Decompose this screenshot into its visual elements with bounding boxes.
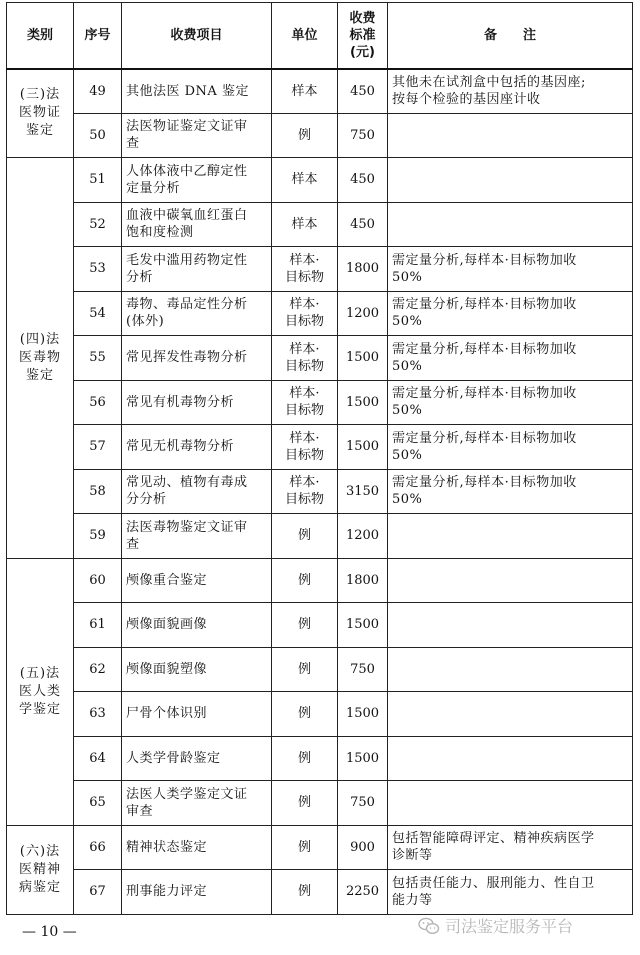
table-row <box>7 558 633 603</box>
item-cell: 毛发中滥用药物定性 分析 <box>122 247 272 292</box>
fee-cell: 3150 <box>338 469 388 514</box>
seq-cell: 58 <box>74 469 122 514</box>
header-note: 备 注 <box>388 3 633 69</box>
seq-cell: 66 <box>74 825 122 870</box>
unit-cell: 样本· 目标物 <box>272 380 338 425</box>
seq-cell: 67 <box>74 870 122 915</box>
table-row <box>7 113 633 158</box>
header-unit: 单位 <box>272 3 338 69</box>
note-cell <box>388 113 633 158</box>
category-cell: (四)法 医毒物 鉴定 <box>7 158 74 559</box>
fee-cell: 1500 <box>338 736 388 781</box>
item-cell: 人体体液中乙醇定性 定量分析 <box>122 158 272 203</box>
unit-cell: 样本· 目标物 <box>272 291 338 336</box>
note-cell <box>388 603 633 648</box>
note-cell: 需定量分析,每样本·目标物加收 50% <box>388 380 633 425</box>
fee-cell: 1800 <box>338 558 388 603</box>
fee-cell: 450 <box>338 158 388 203</box>
fee-cell: 750 <box>338 781 388 826</box>
item-cell: 毒物、毒品定性分析 (体外) <box>122 291 272 336</box>
table-row <box>7 603 633 648</box>
item-cell: 精神状态鉴定 <box>122 825 272 870</box>
seq-cell: 50 <box>74 113 122 158</box>
note-cell <box>388 781 633 826</box>
seq-cell: 55 <box>74 336 122 381</box>
table-row <box>7 69 633 114</box>
seq-cell: 59 <box>74 514 122 559</box>
table-row <box>7 202 633 247</box>
note-cell <box>388 202 633 247</box>
table-row <box>7 291 633 336</box>
item-cell: 血液中碳氧血红蛋白 饱和度检测 <box>122 202 272 247</box>
category-cell: (五)法 医人类 学鉴定 <box>7 558 74 825</box>
fee-cell: 450 <box>338 69 388 114</box>
unit-cell: 例 <box>272 558 338 603</box>
item-cell: 常见挥发性毒物分析 <box>122 336 272 381</box>
note-cell: 需定量分析,每样本·目标物加收 50% <box>388 291 633 336</box>
fee-cell: 1500 <box>338 603 388 648</box>
seq-cell: 52 <box>74 202 122 247</box>
table-row <box>7 870 633 915</box>
table-row <box>7 425 633 470</box>
table-row <box>7 469 633 514</box>
note-cell: 包括责任能力、服刑能力、性自卫 能力等 <box>388 870 633 915</box>
fee-cell: 1500 <box>338 692 388 737</box>
header-category: 类别 <box>7 3 74 69</box>
unit-cell: 例 <box>272 825 338 870</box>
watermark-text: 司法鉴定服务平台 <box>445 917 574 936</box>
table-row <box>7 781 633 826</box>
note-cell <box>388 514 633 559</box>
fee-table <box>6 2 633 915</box>
table-row <box>7 647 633 692</box>
table-row <box>7 380 633 425</box>
seq-cell: 62 <box>74 647 122 692</box>
watermark <box>418 914 573 937</box>
item-cell: 人类学骨龄鉴定 <box>122 736 272 781</box>
fee-cell: 900 <box>338 825 388 870</box>
seq-cell: 56 <box>74 380 122 425</box>
table-row <box>7 336 633 381</box>
item-cell: 常见动、植物有毒成 分分析 <box>122 469 272 514</box>
table-row <box>7 158 633 203</box>
table-row <box>7 825 633 870</box>
seq-cell: 51 <box>74 158 122 203</box>
seq-cell: 61 <box>74 603 122 648</box>
header-seq: 序号 <box>74 3 122 69</box>
fee-cell: 1500 <box>338 425 388 470</box>
seq-cell: 63 <box>74 692 122 737</box>
fee-cell: 450 <box>338 202 388 247</box>
item-cell: 颅像重合鉴定 <box>122 558 272 603</box>
seq-cell: 53 <box>74 247 122 292</box>
item-cell: 其他法医 DNA 鉴定 <box>122 69 272 114</box>
header-row <box>7 3 633 69</box>
unit-cell: 样本· 目标物 <box>272 469 338 514</box>
seq-cell: 54 <box>74 291 122 336</box>
fee-cell: 750 <box>338 647 388 692</box>
note-cell: 需定量分析,每样本·目标物加收 50% <box>388 425 633 470</box>
fee-cell: 1500 <box>338 336 388 381</box>
note-cell <box>388 158 633 203</box>
note-cell <box>388 736 633 781</box>
unit-cell: 例 <box>272 692 338 737</box>
note-cell: 需定量分析,每样本·目标物加收 50% <box>388 469 633 514</box>
unit-cell: 样本 <box>272 69 338 114</box>
unit-cell: 例 <box>272 781 338 826</box>
seq-cell: 57 <box>74 425 122 470</box>
seq-cell: 49 <box>74 69 122 114</box>
unit-cell: 样本· 目标物 <box>272 247 338 292</box>
category-cell: (六)法 医精神 病鉴定 <box>7 825 74 914</box>
table-row <box>7 736 633 781</box>
page-number: — 10 — <box>22 924 77 940</box>
seq-cell: 65 <box>74 781 122 826</box>
note-cell <box>388 692 633 737</box>
unit-cell: 例 <box>272 870 338 915</box>
fee-cell: 750 <box>338 113 388 158</box>
header-fee: 收费 标准 (元) <box>338 3 388 69</box>
item-cell: 尸骨个体识别 <box>122 692 272 737</box>
unit-cell: 样本· 目标物 <box>272 336 338 381</box>
item-cell: 刑事能力评定 <box>122 870 272 915</box>
item-cell: 法医毒物鉴定文证审 查 <box>122 514 272 559</box>
note-cell <box>388 647 633 692</box>
note-cell: 需定量分析,每样本·目标物加收 50% <box>388 336 633 381</box>
unit-cell: 例 <box>272 736 338 781</box>
table-row <box>7 247 633 292</box>
table-row <box>7 514 633 559</box>
category-cell: (三)法 医物证 鉴定 <box>7 69 74 158</box>
fee-cell: 1500 <box>338 380 388 425</box>
fee-cell: 1200 <box>338 514 388 559</box>
unit-cell: 样本 <box>272 158 338 203</box>
unit-cell: 例 <box>272 603 338 648</box>
item-cell: 常见无机毒物分析 <box>122 425 272 470</box>
item-cell: 常见有机毒物分析 <box>122 380 272 425</box>
unit-cell: 例 <box>272 514 338 559</box>
unit-cell: 例 <box>272 647 338 692</box>
fee-cell: 1800 <box>338 247 388 292</box>
fee-cell: 2250 <box>338 870 388 915</box>
item-cell: 颅像面貌画像 <box>122 603 272 648</box>
wechat-icon <box>418 917 440 935</box>
item-cell: 法医物证鉴定文证审 查 <box>122 113 272 158</box>
header-item: 收费项目 <box>122 3 272 69</box>
unit-cell: 样本· 目标物 <box>272 425 338 470</box>
fee-cell: 1200 <box>338 291 388 336</box>
unit-cell: 例 <box>272 113 338 158</box>
seq-cell: 60 <box>74 558 122 603</box>
item-cell: 颅像面貌塑像 <box>122 647 272 692</box>
seq-cell: 64 <box>74 736 122 781</box>
unit-cell: 样本 <box>272 202 338 247</box>
note-cell: 其他未在试剂盒中包括的基因座; 按每个检验的基因座计收 <box>388 69 633 114</box>
table-row <box>7 692 633 737</box>
item-cell: 法医人类学鉴定文证 审查 <box>122 781 272 826</box>
note-cell: 包括智能障碍评定、精神疾病医学 诊断等 <box>388 825 633 870</box>
note-cell <box>388 558 633 603</box>
note-cell: 需定量分析,每样本·目标物加收 50% <box>388 247 633 292</box>
